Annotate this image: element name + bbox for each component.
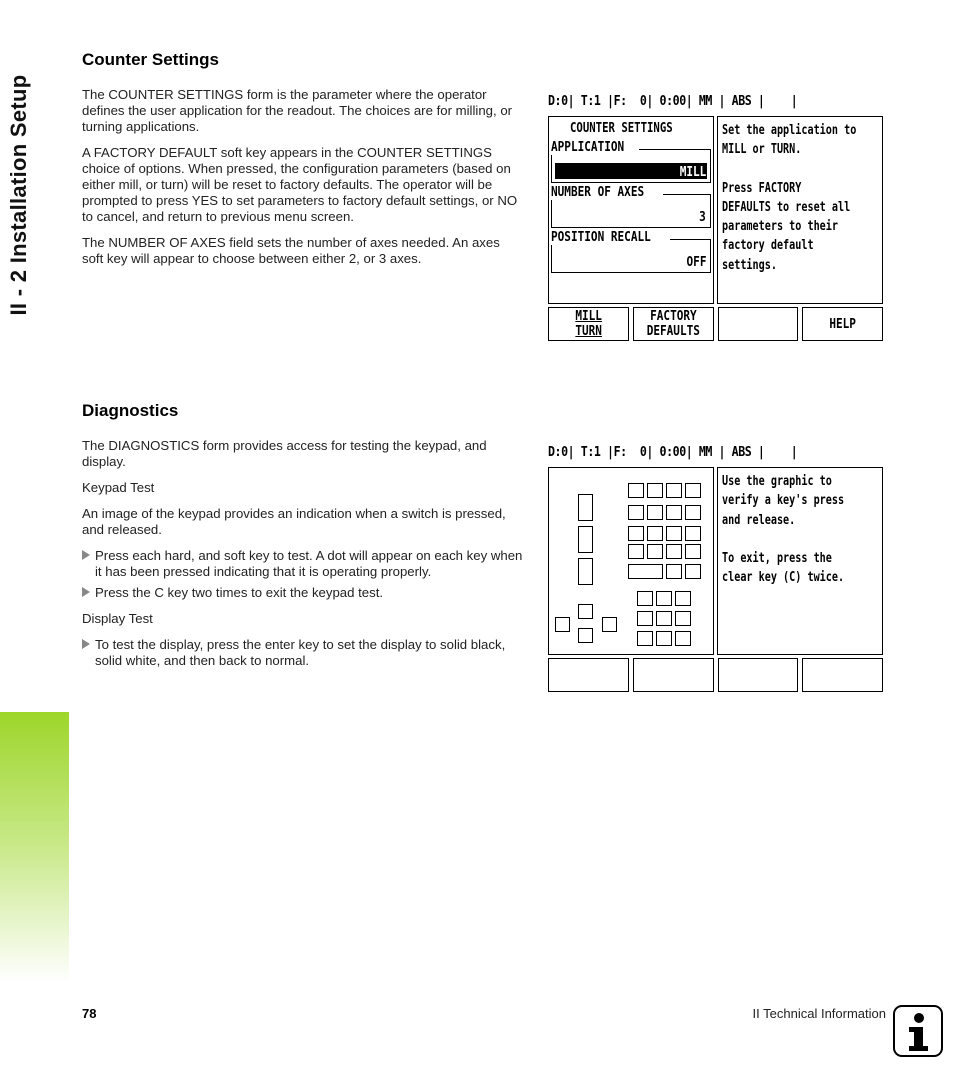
- info-glyph: [895, 1007, 941, 1055]
- keypad-key: [647, 544, 663, 559]
- field-label: NUMBER OF AXES: [551, 185, 663, 200]
- page-number: 78: [82, 1006, 97, 1021]
- keypad-key: [628, 483, 644, 498]
- help-softkey[interactable]: HELP: [802, 307, 883, 341]
- keypad-key: [666, 526, 682, 541]
- keypad-key: [666, 544, 682, 559]
- position-recall-field[interactable]: [551, 230, 711, 273]
- bullet-arrow-icon: [82, 587, 90, 597]
- application-field[interactable]: [551, 140, 711, 183]
- keypad-key: [656, 611, 672, 626]
- help-line: clear key (C) twice.: [722, 570, 845, 586]
- sidebar-color-band: [0, 712, 69, 982]
- display-test-label: Display Test: [82, 611, 153, 626]
- counter-settings-screen: [546, 93, 884, 343]
- keypad-key: [647, 526, 663, 541]
- keypad-key: [656, 631, 672, 646]
- bullet-item: To test the display, press the enter key to set the display to solid black, solid white, and then back to normal.: [82, 637, 524, 669]
- counter-settings-text: [82, 87, 524, 277]
- bullet-item: Press each hard, and soft key to test. A dot will appear on each key when it has been pressed indicating that it is operating properly.: [82, 548, 524, 580]
- counter-settings-heading: Counter Settings: [82, 50, 219, 69]
- keypad-key: [666, 483, 682, 498]
- factory-defaults-softkey[interactable]: FACTORY DEFAULTS: [633, 307, 714, 341]
- help-line: Press FACTORY: [722, 180, 802, 196]
- info-icon: [893, 1005, 943, 1057]
- keypad-graphic-panel: [548, 467, 714, 655]
- softkey-row: [548, 307, 884, 341]
- keypad-key: [578, 526, 593, 553]
- blank-softkey[interactable]: [548, 658, 629, 692]
- help-line-blank: [722, 530, 844, 549]
- keypad-key: [675, 631, 691, 646]
- diagnostics-heading: Diagnostics: [82, 401, 179, 420]
- help-line: settings.: [722, 257, 777, 273]
- status-bar: D:0| T:1 |F: 0| 0:00| MM | ABS | |: [548, 93, 798, 109]
- mill-turn-softkey[interactable]: MILL TURN: [548, 307, 629, 341]
- field-value: 3: [699, 210, 706, 225]
- keypad-key: [685, 526, 701, 541]
- keypad-key: [685, 564, 701, 579]
- keypad-key: [578, 604, 593, 619]
- help-panel: [717, 116, 883, 304]
- bullet-arrow-icon: [82, 639, 90, 649]
- keypad-key: [685, 544, 701, 559]
- keypad-key: [647, 483, 663, 498]
- paragraph: A FACTORY DEFAULT soft key appears in the COUNTER SETTINGS choice of options. When pressed, the configuration parameters (based on either mill, or turn) will be reset to factory defaults. The operator will be prompted to press YES to set parameters to factory default settings, or NO to cancel, and return to previous menu screen.: [82, 145, 518, 224]
- keypad-key: [628, 526, 644, 541]
- help-line: verify a key's press: [722, 493, 845, 509]
- form-panel: [548, 116, 714, 304]
- keypad-key: [637, 591, 653, 606]
- paragraph: The DIAGNOSTICS form provides access for testing the keypad, and display.: [82, 438, 487, 469]
- number-of-axes-field[interactable]: [551, 185, 711, 228]
- bullet-arrow-icon: [82, 550, 90, 560]
- keypad-key: [637, 631, 653, 646]
- diagnostics-text: [82, 438, 524, 674]
- help-line: MILL or TURN.: [722, 142, 802, 158]
- help-line: To exit, press the: [722, 550, 832, 566]
- help-line: and release.: [722, 512, 796, 528]
- blank-softkey[interactable]: [802, 658, 883, 692]
- keypad-key: [628, 505, 644, 520]
- softkey-row: [548, 658, 884, 692]
- paragraph: An image of the keypad provides an indication when a switch is pressed, and released.: [82, 506, 506, 537]
- section-title: II Technical Information: [752, 1006, 886, 1021]
- help-line: DEFAULTS to reset all: [722, 199, 851, 215]
- status-bar: D:0| T:1 |F: 0| 0:00| MM | ABS | |: [548, 444, 798, 460]
- diagnostics-screen: [546, 444, 884, 694]
- help-line: parameters to their: [722, 219, 839, 235]
- blank-softkey[interactable]: [718, 658, 798, 692]
- keypad-key: [666, 505, 682, 520]
- help-line: Use the graphic to: [722, 474, 832, 489]
- keypad-key: [578, 628, 593, 643]
- help-line: factory default: [722, 238, 814, 254]
- field-value: MILL: [679, 165, 706, 180]
- sidebar-title-text: II - 2 Installation Setup: [6, 74, 31, 316]
- keypad-key: [555, 617, 570, 632]
- keypad-key: [578, 494, 593, 521]
- paragraph: The COUNTER SETTINGS form is the parameter where the operator defines the user application for the readout. The choices are for milling, or turning applications.: [82, 87, 513, 134]
- help-text: [722, 472, 844, 587]
- help-line: Set the application to: [722, 123, 857, 138]
- keypad-key: [578, 558, 593, 585]
- keypad-key: [685, 483, 701, 498]
- keypad-key: [675, 591, 691, 606]
- help-line-blank: [722, 160, 856, 179]
- paragraph: The NUMBER OF AXES field sets the number of axes needed. An axes soft key will appear to choose between either 2, or 3 axes.: [82, 235, 500, 266]
- keypad-key: [602, 617, 617, 632]
- help-panel: [717, 467, 883, 655]
- keypad-key: [628, 564, 663, 579]
- keypad-key: [685, 505, 701, 520]
- field-label: POSITION RECALL: [551, 230, 670, 245]
- help-text: [722, 121, 856, 275]
- bullet-item: Press the C key two times to exit the keypad test.: [82, 585, 524, 601]
- keypad-key: [647, 505, 663, 520]
- keypad-key: [628, 544, 644, 559]
- blank-softkey[interactable]: [633, 658, 714, 692]
- keypad-key: [637, 611, 653, 626]
- keypad-key: [656, 591, 672, 606]
- keypad-test-label: Keypad Test: [82, 480, 155, 495]
- keypad-key: [675, 611, 691, 626]
- field-value: OFF: [686, 255, 706, 270]
- form-title: COUNTER SETTINGS: [570, 121, 673, 136]
- field-label: APPLICATION: [551, 140, 639, 155]
- blank-softkey[interactable]: [718, 307, 798, 341]
- keypad-key: [666, 564, 682, 579]
